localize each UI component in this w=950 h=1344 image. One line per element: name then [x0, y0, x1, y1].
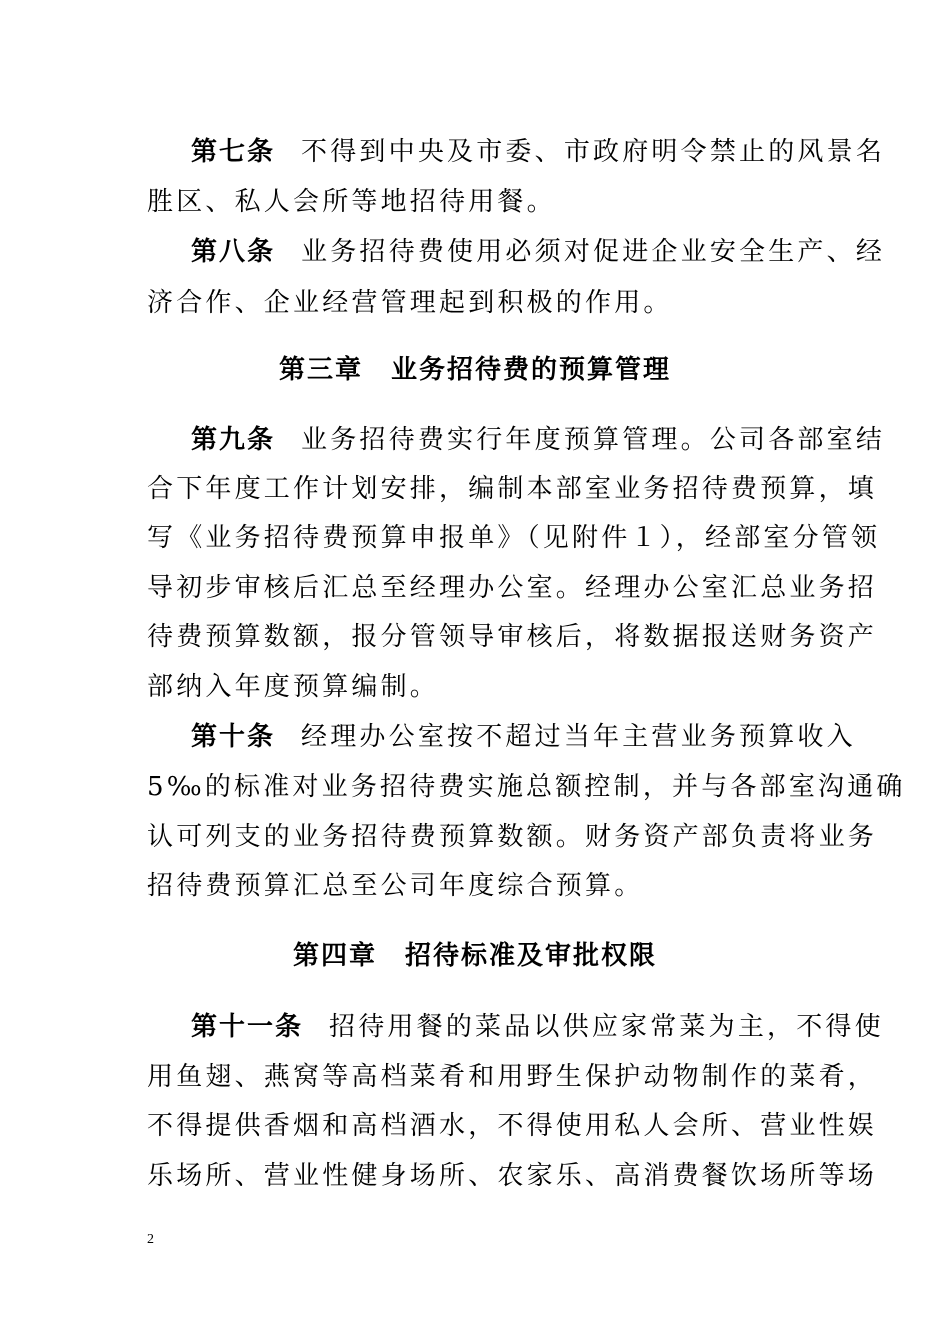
article-9-line-5: 待费预算数额，报分管领导审核后，将数据报送财务资产 [147, 622, 878, 652]
article-9-line-3: 写《业务招待费预算申报单》（见附件１），经部室分管领 [147, 523, 881, 553]
chapter-3-title: 业务招待费的预算管理 [391, 355, 672, 385]
page-number: 2 [147, 1232, 154, 1247]
article-10-line-3: 认可列支的业务招待费预算数额。财务资产部负责将业务 [147, 822, 878, 852]
chapter-3-heading [0, 353, 950, 387]
chapter-3-number: 第三章 [278, 355, 363, 385]
article-9-line-2: 合下年度工作计划安排，编制本部室业务招待费预算，填 [147, 474, 878, 504]
article-8-number: 第八条 [191, 237, 276, 267]
article-9-line-1 [191, 423, 886, 457]
article-11-text: 招待用餐的菜品以供应家常菜为主，不得使 [329, 1012, 884, 1042]
article-7-line-2: 胜区、私人会所等地招待用餐。 [147, 187, 556, 217]
article-10-text: 经理办公室按不超过当年主营业务预算收入 [301, 722, 856, 752]
chapter-4-heading [0, 939, 950, 973]
article-9-line-6: 部纳入年度预算编制。 [147, 672, 440, 702]
article-7-text: 不得到中央及市委、市政府明令禁止的风景名 [301, 137, 886, 167]
article-7-number: 第七条 [191, 137, 276, 167]
article-10-line-1 [191, 720, 856, 754]
article-11-line-4: 乐场所、营业性健身场所、农家乐、高消费餐饮场所等场 [147, 1161, 878, 1191]
article-10-line-4: 招待费预算汇总至公司年度综合预算。 [147, 871, 644, 901]
article-10-line-2: 5‰的标准对业务招待费实施总额控制，并与各部室沟通确 [147, 772, 906, 802]
article-10-number: 第十条 [191, 722, 276, 752]
article-8-text: 业务招待费使用必须对促进企业安全生产、经 [301, 237, 886, 267]
article-7-line-1 [191, 135, 886, 169]
article-9-number: 第九条 [191, 425, 276, 455]
article-9-line-4: 导初步审核后汇总至经理办公室。经理办公室汇总业务招 [147, 573, 878, 603]
article-9-text: 业务招待费实行年度预算管理。公司各部室结 [301, 425, 886, 455]
article-11-line-3: 不得提供香烟和高档酒水，不得使用私人会所、营业性娱 [147, 1111, 878, 1141]
chapter-4-title: 招待标准及审批权限 [405, 941, 658, 971]
chapter-4-number: 第四章 [292, 941, 377, 971]
article-8-line-1 [191, 235, 886, 269]
article-11-line-1 [191, 1010, 884, 1044]
article-8-line-2: 济合作、企业经营管理起到积极的作用。 [147, 288, 673, 318]
article-11-line-2: 用鱼翅、燕窝等高档菜肴和用野生保护动物制作的菜肴， [147, 1062, 878, 1092]
article-11-number: 第十一条 [191, 1012, 304, 1042]
